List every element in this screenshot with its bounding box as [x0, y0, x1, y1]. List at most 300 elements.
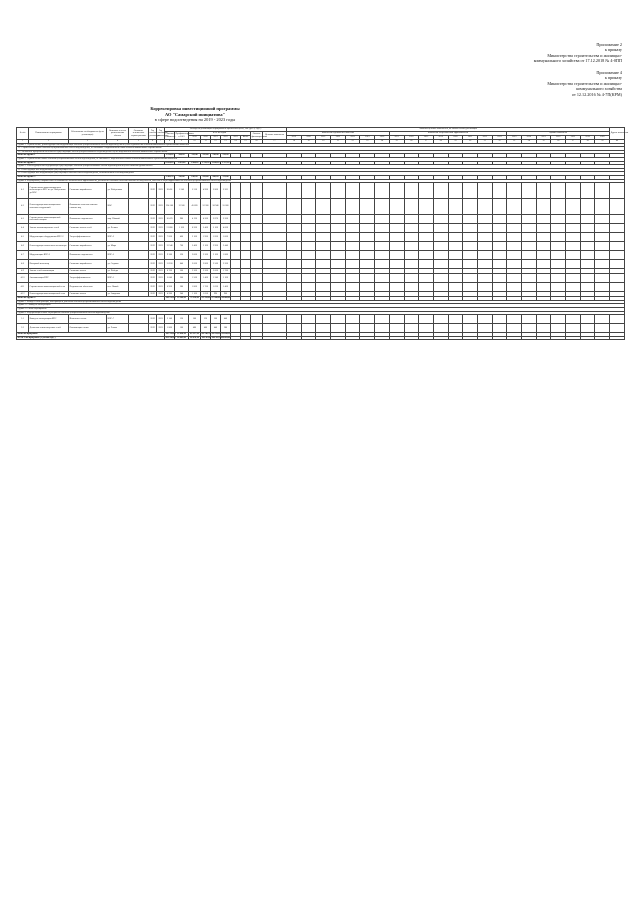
row-value: 3 800: [211, 183, 221, 199]
column-number: 9: [175, 140, 189, 144]
empty-cell: [301, 224, 316, 233]
empty-cell: [389, 233, 404, 242]
empty-cell: [492, 215, 507, 224]
empty-cell: [263, 215, 287, 224]
empty-cell: [404, 283, 419, 292]
row-name: Модернизация КНС-5: [29, 251, 69, 260]
row-value: 380: [175, 283, 189, 292]
row-reason: Снижение аварийности: [69, 183, 107, 199]
total-value: 1 630,10: [211, 161, 220, 164]
empty-cell: [595, 233, 610, 242]
empty-cell: [551, 199, 566, 215]
empty-cell: [448, 324, 463, 333]
row-name: Модернизация оборудования КНС-2: [29, 233, 69, 242]
empty-cell: [375, 260, 390, 269]
row-value: 58 940: [211, 199, 221, 215]
empty-cell: [241, 242, 251, 251]
empty-cell: [477, 324, 492, 333]
row-name: Строительство канализационной сети: [29, 283, 69, 292]
empty-cell: [389, 260, 404, 269]
total-value: 349 250,00: [165, 297, 176, 300]
column-number: 26: [404, 140, 419, 144]
empty-cell: [433, 224, 448, 233]
empty-cell: [231, 274, 241, 283]
empty-cell: [507, 233, 522, 242]
total-label: Итого по группе 2: [17, 161, 165, 165]
row-value: 1 800: [189, 283, 201, 292]
empty-cell: [610, 336, 625, 340]
empty-cell: [251, 224, 263, 233]
row-end-year: 2023: [157, 260, 165, 269]
empty-cell: [448, 242, 463, 251]
row-value: 3 100: [201, 242, 211, 251]
empty-cell: [448, 233, 463, 242]
empty-cell: [448, 251, 463, 260]
annex-line: Министерства строительства и жилищно-: [547, 80, 622, 86]
column-number: 32: [492, 140, 507, 144]
col-header-target: Целевые показатели: [263, 132, 287, 140]
row-reason: Изменение схемы: [69, 315, 107, 324]
empty-cell: [580, 260, 595, 269]
empty-cell: [375, 283, 390, 292]
empty-cell: [433, 251, 448, 260]
total-label: ИТОГО по программе (с учетом НДС): [17, 336, 165, 340]
empty-cell: [404, 336, 419, 340]
empty-cell: [419, 274, 434, 283]
total-value: 218,90: [212, 154, 219, 157]
row-value: 4 000: [221, 224, 231, 233]
empty-cell: [522, 260, 537, 269]
empty-cell: [241, 315, 251, 324]
row-start-year: 2019: [149, 199, 157, 215]
empty-cell: [345, 215, 360, 224]
row-value: 1 600: [221, 233, 231, 242]
empty-cell: [551, 233, 566, 242]
empty-cell: [477, 274, 492, 283]
row-value: 4 900: [201, 183, 211, 199]
empty-cell: [566, 274, 581, 283]
empty-cell: [389, 224, 404, 233]
row-value: 45 820: [189, 199, 201, 215]
col-header-estimate: Сметная стоимость: [165, 132, 176, 138]
empty-cell: [331, 274, 346, 283]
empty-cell: [477, 260, 492, 269]
row-end-year: 2023: [157, 274, 165, 283]
section-title: Группа 1. Строительство, реконструкция или модернизация объектов централизованной системы водоотведения в целях подключения объектов капитального строительства абонентов: [17, 143, 625, 147]
empty-cell: [595, 215, 610, 224]
empty-cell: [610, 315, 625, 324]
section-title: 3.2. Реконструкция или модернизация существующих объектов систем водоотведения, за исключением сетей водоотведения: [17, 172, 625, 176]
empty-cell: [375, 183, 390, 199]
column-number: 40: [610, 140, 625, 144]
total-value: 90 259,10: [211, 333, 221, 336]
column-number: 14: [231, 140, 241, 144]
row-value: 2 300: [189, 269, 201, 274]
row-place: ул. Заводская: [107, 292, 129, 297]
row-start-year: 2019: [149, 215, 157, 224]
title-line-3: в сфере водоотведения на 2019 - 2023 годы: [154, 117, 236, 123]
empty-cell: [345, 242, 360, 251]
row-value: 3 400: [189, 242, 201, 251]
column-number: 28: [433, 140, 448, 144]
empty-cell: [433, 242, 448, 251]
empty-cell: [522, 224, 537, 233]
empty-cell: [595, 199, 610, 215]
empty-cell: [241, 183, 251, 199]
empty-cell: [263, 233, 287, 242]
empty-cell: [231, 315, 241, 324]
empty-cell: [241, 233, 251, 242]
empty-cell: [231, 215, 241, 224]
empty-cell: [507, 336, 522, 340]
empty-cell: [129, 215, 149, 224]
empty-cell: [316, 315, 331, 324]
row-start-year: 2019: [149, 315, 157, 324]
empty-cell: [477, 315, 492, 324]
empty-cell: [477, 251, 492, 260]
col-header-name: Наименование мероприятия: [29, 128, 69, 140]
row-value: 11 200: [165, 260, 175, 269]
col-header-other: Другие показатели: [610, 128, 625, 140]
annex-header-2: [512, 70, 622, 97]
empty-cell: [287, 315, 302, 324]
column-number: 8: [165, 140, 175, 144]
empty-cell: [419, 199, 434, 215]
empty-cell: [241, 215, 251, 224]
total-value: 8 624,10: [165, 161, 174, 164]
empty-cell: [316, 224, 331, 233]
total-value: 431 336,02: [165, 336, 176, 339]
column-number: 30: [463, 140, 478, 144]
empty-cell: [566, 336, 581, 340]
empty-cell: [492, 324, 507, 333]
empty-cell: [251, 215, 263, 224]
row-start-year: 2019: [150, 269, 155, 272]
empty-cell: [536, 233, 551, 242]
column-number: 10: [189, 140, 201, 144]
row-value: 1 400: [221, 283, 231, 292]
row-reason: Снижение аварийности: [69, 260, 107, 269]
row-number: 4.5: [17, 233, 29, 242]
year-header: 2019: [433, 136, 448, 140]
empty-cell: [345, 324, 360, 333]
column-number: 6: [149, 140, 157, 144]
empty-cell: [251, 233, 263, 242]
row-number: 4.10: [17, 274, 29, 283]
empty-cell: [463, 242, 478, 251]
empty-cell: [610, 199, 625, 215]
year-header: 2023: [492, 136, 507, 140]
empty-cell: [231, 251, 241, 260]
row-value: 480: [189, 324, 201, 333]
annex-line: к приказу: [604, 47, 622, 53]
empty-cell: [595, 183, 610, 199]
total-value: 98 078,18: [190, 336, 199, 339]
row-value: 1 620: [211, 283, 221, 292]
empty-cell: [231, 283, 241, 292]
total-value: 1 254,20: [165, 154, 174, 157]
empty-cell: [375, 251, 390, 260]
section-title: Группа 5.1. Вывод из эксплуатации: [17, 304, 625, 308]
empty-cell: [129, 283, 149, 292]
row-value: 500: [211, 315, 221, 324]
total-value: 1 557,20: [221, 161, 230, 164]
empty-cell: [477, 242, 492, 251]
empty-cell: [595, 336, 610, 340]
column-number: 16: [251, 140, 263, 144]
total-label: Итого по группе 1: [17, 154, 165, 158]
empty-cell: [566, 251, 581, 260]
empty-cell: [448, 336, 463, 340]
empty-cell: [129, 315, 149, 324]
empty-cell: [551, 315, 566, 324]
empty-cell: [419, 183, 434, 199]
year-header: 2019: [507, 136, 522, 140]
row-reason: Энергоэффективность: [69, 274, 107, 283]
empty-cell: [536, 199, 551, 215]
empty-cell: [287, 260, 302, 269]
empty-cell: [331, 315, 346, 324]
empty-cell: [448, 215, 463, 224]
empty-cell: [389, 242, 404, 251]
row-name: Реконструкция канализационных очистных сооружений: [29, 199, 69, 215]
empty-cell: [566, 199, 581, 215]
empty-cell: [251, 336, 263, 340]
empty-cell: [419, 215, 434, 224]
empty-cell: [375, 242, 390, 251]
column-number: 12: [211, 140, 221, 144]
empty-cell: [404, 183, 419, 199]
empty-cell: [301, 215, 316, 224]
empty-cell: [536, 215, 551, 224]
empty-cell: [492, 251, 507, 260]
empty-cell: [522, 274, 537, 283]
row-value: 2 200: [221, 260, 231, 269]
row-value: 900: [221, 292, 231, 297]
empty-cell: [419, 283, 434, 292]
empty-cell: [580, 274, 595, 283]
empty-cell: [522, 183, 537, 199]
empty-cell: [389, 251, 404, 260]
empty-cell: [301, 183, 316, 199]
column-number: 18: [287, 140, 302, 144]
empty-cell: [566, 224, 581, 233]
row-name: Реконструкция самотечного коллектора: [29, 242, 69, 251]
empty-cell: [551, 224, 566, 233]
empty-cell: [360, 233, 375, 242]
investment-program-table: [16, 127, 629, 340]
row-value: 16 470: [165, 215, 175, 224]
row-value: 2 100: [211, 251, 221, 260]
empty-cell: [536, 260, 551, 269]
column-number: 29: [448, 140, 463, 144]
empty-cell: [389, 274, 404, 283]
year-header: 2019: [287, 136, 302, 140]
empty-cell: [595, 315, 610, 324]
empty-cell: [251, 242, 263, 251]
row-place: КОС: [107, 199, 129, 215]
empty-cell: [404, 242, 419, 251]
empty-cell: [507, 183, 522, 199]
row-place: ул. Набережная: [107, 183, 129, 199]
empty-cell: [360, 215, 375, 224]
empty-cell: [345, 224, 360, 233]
row-value: 5 400: [201, 224, 211, 233]
row-value: 460: [201, 324, 211, 333]
table-row: [17, 315, 625, 324]
row-reason: Подключение абонентов: [69, 283, 107, 292]
empty-cell: [129, 183, 149, 199]
year-header: 2023: [345, 136, 360, 140]
row-reason: Снижение износа сетей: [69, 224, 107, 233]
empty-cell: [129, 233, 149, 242]
row-name: Строительство канализационной насосной станции: [29, 215, 69, 224]
row-value: 400: [175, 233, 189, 242]
table-row: [17, 233, 625, 242]
empty-cell: [566, 324, 581, 333]
empty-cell: [389, 183, 404, 199]
empty-cell: [251, 199, 263, 215]
annex-header-1: [512, 42, 622, 64]
col-header-group-b: показатели энергетической эффективности: [389, 132, 507, 136]
total-value: 1 720,50: [201, 161, 210, 164]
empty-cell: [316, 260, 331, 269]
empty-cell: [492, 315, 507, 324]
col-header-remaining: Остаток финансирования: [251, 132, 268, 138]
empty-cell: [610, 233, 625, 242]
row-value: 2 000: [211, 269, 221, 274]
row-name: Замена канализационных сетей: [29, 224, 69, 233]
empty-cell: [433, 183, 448, 199]
empty-cell: [448, 183, 463, 199]
year-header: 2023: [566, 136, 581, 140]
row-value: 12 540: [165, 242, 175, 251]
year-header: 2021: [211, 136, 221, 140]
empty-cell: [231, 224, 241, 233]
empty-cell: [492, 233, 507, 242]
empty-cell: [231, 324, 241, 333]
column-number: 2: [29, 140, 69, 144]
empty-cell: [241, 251, 251, 260]
empty-cell: [536, 315, 551, 324]
row-value: 21 800: [165, 224, 175, 233]
section-title: Группа 5.2. Иные мероприятия: [17, 307, 625, 311]
empty-cell: [580, 215, 595, 224]
empty-cell: [463, 274, 478, 283]
row-name: Реконструкция канализационной сети: [29, 292, 69, 297]
total-value: 80 660,00: [221, 297, 231, 300]
empty-cell: [551, 324, 566, 333]
row-place: КНС-5: [107, 251, 129, 260]
empty-cell: [551, 242, 566, 251]
empty-cell: [301, 242, 316, 251]
empty-cell: [129, 224, 149, 233]
row-value: 1 050: [201, 292, 211, 297]
row-value: 1 700: [201, 283, 211, 292]
empty-cell: [433, 260, 448, 269]
column-number: 3: [69, 140, 107, 144]
empty-cell: [551, 260, 566, 269]
column-number: 35: [536, 140, 551, 144]
empty-cell: [433, 283, 448, 292]
empty-cell: [551, 215, 566, 224]
empty-cell: [536, 224, 551, 233]
row-value: 1 760: [221, 269, 231, 274]
empty-cell: [419, 336, 434, 340]
empty-cell: [331, 242, 346, 251]
year-header: 2021: [536, 136, 551, 140]
empty-cell: [477, 283, 492, 292]
empty-cell: [389, 283, 404, 292]
total-value: 1 812,00: [175, 161, 189, 165]
empty-cell: [345, 251, 360, 260]
row-start-year: 2019: [149, 233, 157, 242]
empty-cell: [331, 183, 346, 199]
total-label: Итого по группе 4: [17, 297, 165, 301]
empty-cell: [492, 283, 507, 292]
empty-cell: [360, 183, 375, 199]
empty-cell: [129, 199, 149, 215]
row-number: 5.1: [17, 315, 29, 324]
annex-line: Министерства строительства и жилищно-: [547, 52, 622, 58]
row-value: 300: [175, 274, 189, 283]
empty-cell: [331, 233, 346, 242]
empty-cell: [331, 199, 346, 215]
empty-cell: [287, 283, 302, 292]
empty-cell: [389, 315, 404, 324]
empty-cell: [610, 283, 625, 292]
col-header-group-c: прочие показатели: [507, 132, 610, 136]
row-value: 3 201: [221, 183, 231, 199]
row-value: 5 310: [189, 183, 201, 199]
row-place: КНС-2: [107, 233, 129, 242]
empty-cell: [463, 183, 478, 199]
empty-cell: [522, 233, 537, 242]
empty-cell: [241, 324, 251, 333]
column-number: 11: [201, 140, 211, 144]
row-number: 5.2: [17, 324, 29, 333]
empty-cell: [231, 336, 241, 340]
table-row: [17, 251, 625, 260]
table-row: [17, 283, 625, 292]
empty-cell: [507, 215, 522, 224]
empty-cell: [580, 336, 595, 340]
empty-cell: [375, 274, 390, 283]
row-number: 4.8: [17, 260, 29, 269]
empty-cell: [580, 199, 595, 215]
empty-cell: [522, 242, 537, 251]
row-value: 2 100: [189, 233, 201, 242]
row-value: 100: [175, 324, 189, 333]
annex-line: Приложение 2: [596, 42, 622, 47]
empty-cell: [610, 215, 625, 224]
empty-cell: [492, 183, 507, 199]
row-value: 5 100: [211, 224, 221, 233]
total-value: 102 361,11: [201, 336, 212, 339]
empty-cell: [404, 274, 419, 283]
year-header: 2020: [201, 136, 211, 140]
row-value: 55 000: [221, 199, 231, 215]
total-value: 106 505,74: [211, 336, 222, 339]
row-value: 560: [189, 315, 201, 324]
empty-cell: [331, 336, 346, 340]
row-end-year: 2023: [157, 324, 165, 333]
row-number: 4.2: [17, 199, 29, 215]
empty-cell: [231, 199, 241, 215]
total-value: 470,60: [202, 175, 209, 178]
total-label: Итого по программе: [17, 333, 165, 337]
column-number: 17: [263, 140, 287, 144]
